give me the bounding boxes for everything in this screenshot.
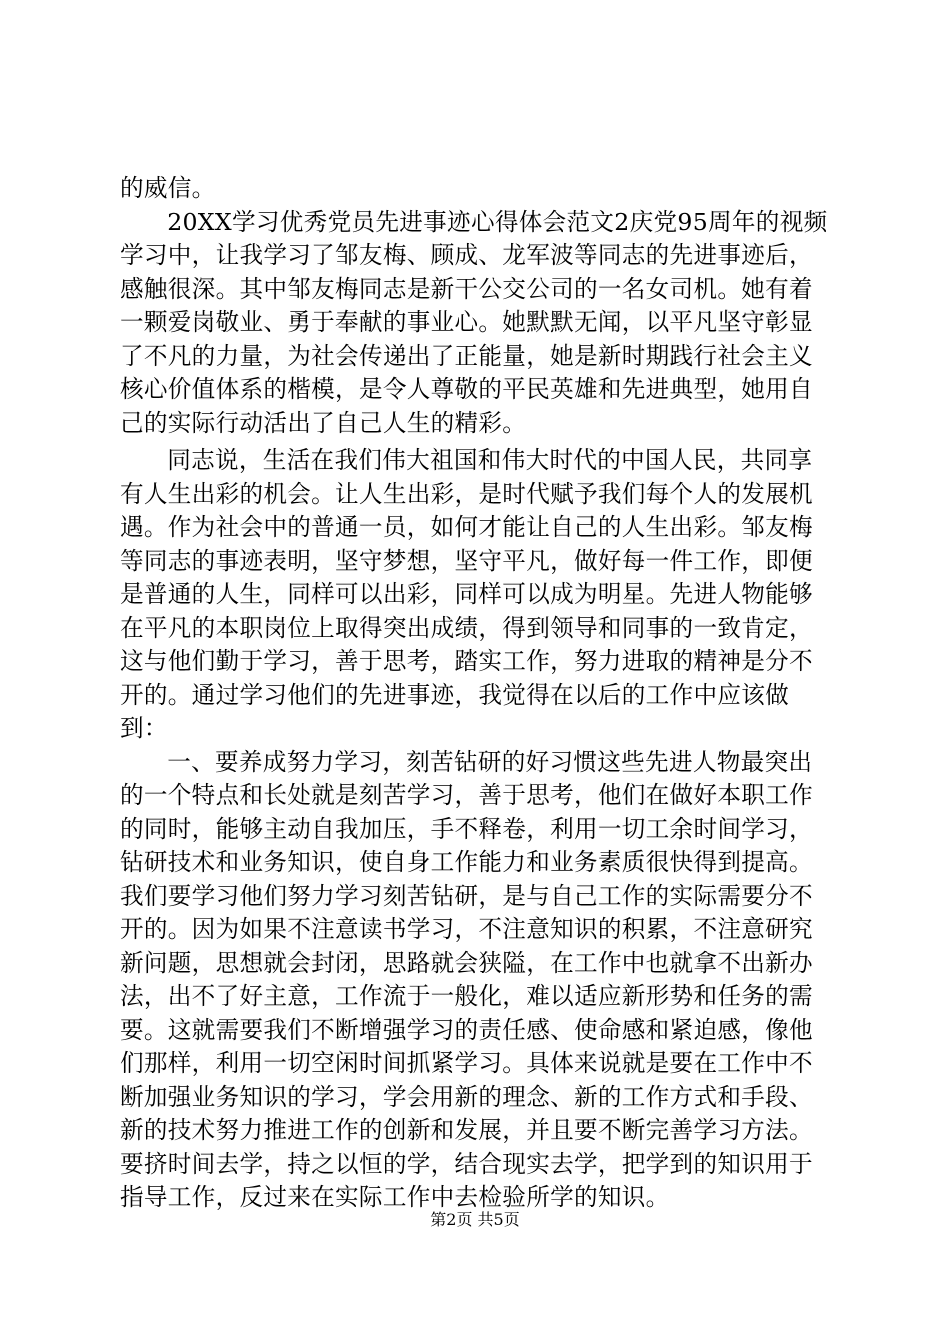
text-block-top [120,172,832,440]
paragraph-continuation: 的威信。 [120,174,216,202]
text-block-main [120,444,832,1215]
paragraph-reflection: 同志说，生活在我们伟大祖国和伟大时代的中国人民，共同享有人生出彩的机会。让人生出彩，是时代赋予我们每个人的发展机遇。作为社会中的普通一员，如何才能让自己的人生出彩。邹友梅等同志的事迹表明，坚守梦想，坚守平凡，做好每一件工作，即便是普通的人生，同样可以出彩，同样可以成为明星。先进人物能够在平凡的本职岗位上取得突出成绩，得到领导和同事的一致肯定，这与他们勤于学习，善于思考，踏实工作，努力进取的精神是分不开的。通过学习他们的先进事迹，我觉得在以后的工作中应该做到： [120,446,813,742]
page-footer: 第2页 共5页 [430,1210,520,1229]
paragraph-point-one: 一、要养成努力学习，刻苦钻研的好习惯这些先进人物最突出的一个特点和长处就是刻苦学习，善于思考，他们在做好本职工作的同时，能够主动自我加压，手不释卷，利用一切工余时间学习，钻研技术和业务知识，使自身工作能力和业务素质很快得到提高。我们要学习他们努力学习刻苦钻研，是与自己工作的实际需要分不开的。因为如果不注意读书学习，不注意知识的积累，不注意研究新问题，思想就会封闭，思路就会狭隘，在工作中也就拿不出新办法，出不了好主意，工作流于一般化，难以适应新形势和任务的需要。这就需要我们不断增强学习的责任感、使命感和紧迫感，像他们那样，利用一切空闲时间抓紧学习。具体来说就是要在工作中不断加强业务知识的学习，学会用新的理念、新的工作方式和手段、新的技术努力推进工作的创新和发展，并且要不断完善学习方法。要挤时间去学，持之以恒的学，结合现实去学，把学到的知识用于指导工作，反过来在实际工作中去检验所学的知识。 [120,747,813,1211]
paragraph-intro: 20XX学习优秀党员先进事迹心得体会范文2庆党95周年的视频学习中，让我学习了邹友梅、顾成、龙军波等同志的先进事迹后，感触很深。其中邹友梅同志是新干公交公司的一名女司机。她有着一颗爱岗敬业、勇于奉献的事业心。她默默无闻，以平凡坚守彰显了不凡的力量，为社会传递出了正能量，她是新时期践行社会主义核心价值体系的楷模，是令人尊敬的平民英雄和先进典型，她用自己的实际行动活出了自己人生的精彩。 [120,207,828,437]
